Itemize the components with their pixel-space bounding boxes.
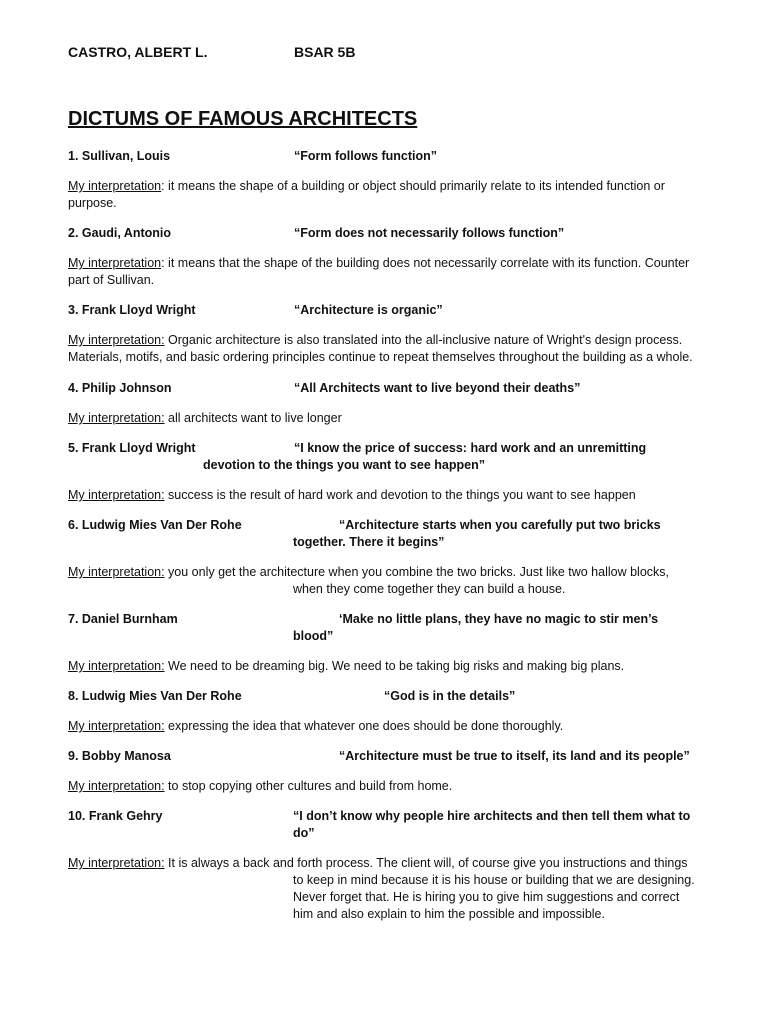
interpretation [68,487,636,504]
interpretation [68,332,682,349]
dictum-quote-continued: blood” [293,629,334,643]
interpretation-label: My interpretation [68,179,162,193]
interpretation [68,855,688,872]
interpretation-text: him and also explain to him the possible and impossible. [293,907,605,921]
page-title: DICTUMS OF FAMOUS ARCHITECTS [68,108,418,130]
interpretation-label: My interpretation: [68,719,165,733]
interpretation [68,410,342,427]
dictum-quote: “I know the price of success: hard work and an unremitting [294,441,647,455]
course-section: BSAR 5B [294,44,356,60]
dictum-quote-continued: together. There it begins” [293,535,445,549]
interpretation-text: : it means the shape of a building or object should primarily relate to its intended function or [161,179,665,193]
dictum-quote: “Architecture must be true to itself, its land and its people” [339,749,690,763]
interpretation-text: Never forget that. He is hiring you to give him suggestions and correct [293,890,680,904]
student-name: CASTRO, ALBERT L. [68,44,208,60]
architect-name: 2. Gaudi, Antonio [68,226,172,240]
interpretation-text: to keep in mind because it is his house or building that we are designing. [293,873,695,887]
architect-name: 7. Daniel Burnham [68,612,178,626]
dictum-quote: “Architecture starts when you carefully put two bricks [339,518,661,532]
architect-name: 5. Frank Lloyd Wright [68,441,196,455]
interpretation-label: My interpretation [68,256,162,270]
architect-name: 10. Frank Gehry [68,809,163,823]
interpretation-text: you only get the architecture when you combine the two bricks. Just like two hallow blocks, [164,565,669,579]
dictum-quote: ‘Make no little plans, they have no magic to stir men’s [339,612,659,626]
architect-name: 1. Sullivan, Louis [68,149,171,163]
interpretation-text: expressing the idea that whatever one does should be done thoroughly. [164,719,564,733]
interpretation [68,178,665,195]
interpretation-text: purpose. [68,196,117,210]
interpretation-text: success is the result of hard work and devotion to the things you want to see happen [164,488,636,502]
interpretation-text: We need to be dreaming big. We need to be taking big risks and making big plans. [164,659,625,673]
interpretation-text: part of Sullivan. [68,273,155,287]
interpretation-label: My interpretation: [68,488,165,502]
dictum-quote: “I don’t know why people hire architects and then tell them what to [293,809,691,823]
interpretation-text: when they come together they can build a house. [293,582,566,596]
architect-name: 9. Bobby Manosa [68,749,171,763]
interpretation-label: My interpretation: [68,333,165,347]
interpretation [68,658,624,675]
architect-name: 6. Ludwig Mies Van Der Rohe [68,518,242,532]
dictum-quote: “Form does not necessarily follows function” [294,226,565,240]
interpretation-text: all architects want to live longer [164,411,342,425]
architect-name: 4. Philip Johnson [68,381,172,395]
dictum-quote: “Architecture is organic” [294,303,443,317]
interpretation [68,564,669,581]
interpretation-label: My interpretation: [68,659,165,673]
interpretation-label: My interpretation: [68,411,165,425]
interpretation-text: Organic architecture is also translated into the all-inclusive nature of Wright's design process. [164,333,683,347]
architect-name: 3. Frank Lloyd Wright [68,303,196,317]
interpretation-text: : it means that the shape of the building does not necessarily correlate with its function. Counter [161,256,690,270]
interpretation-label: My interpretation: [68,565,165,579]
interpretation-label: My interpretation: [68,856,165,870]
interpretation [68,255,689,272]
dictum-quote: “Form follows function” [294,149,438,163]
interpretation-label: My interpretation: [68,779,165,793]
dictum-quote: “God is in the details” [384,689,516,703]
interpretation-text: It is always a back and forth process. The client will, of course give you instructions and things [164,856,688,870]
interpretation [68,778,452,795]
interpretation [68,718,563,735]
dictum-quote: “All Architects want to live beyond their deaths” [294,381,581,395]
interpretation-text: Materials, motifs, and basic ordering principles continue to repeat themselves throughout the building as a whole. [68,350,693,364]
dictum-quote-continued: do” [293,826,315,840]
dictum-quote-continued: devotion to the things you want to see happen” [203,458,485,472]
interpretation-text: to stop copying other cultures and build from home. [164,779,453,793]
architect-name: 8. Ludwig Mies Van Der Rohe [68,689,242,703]
